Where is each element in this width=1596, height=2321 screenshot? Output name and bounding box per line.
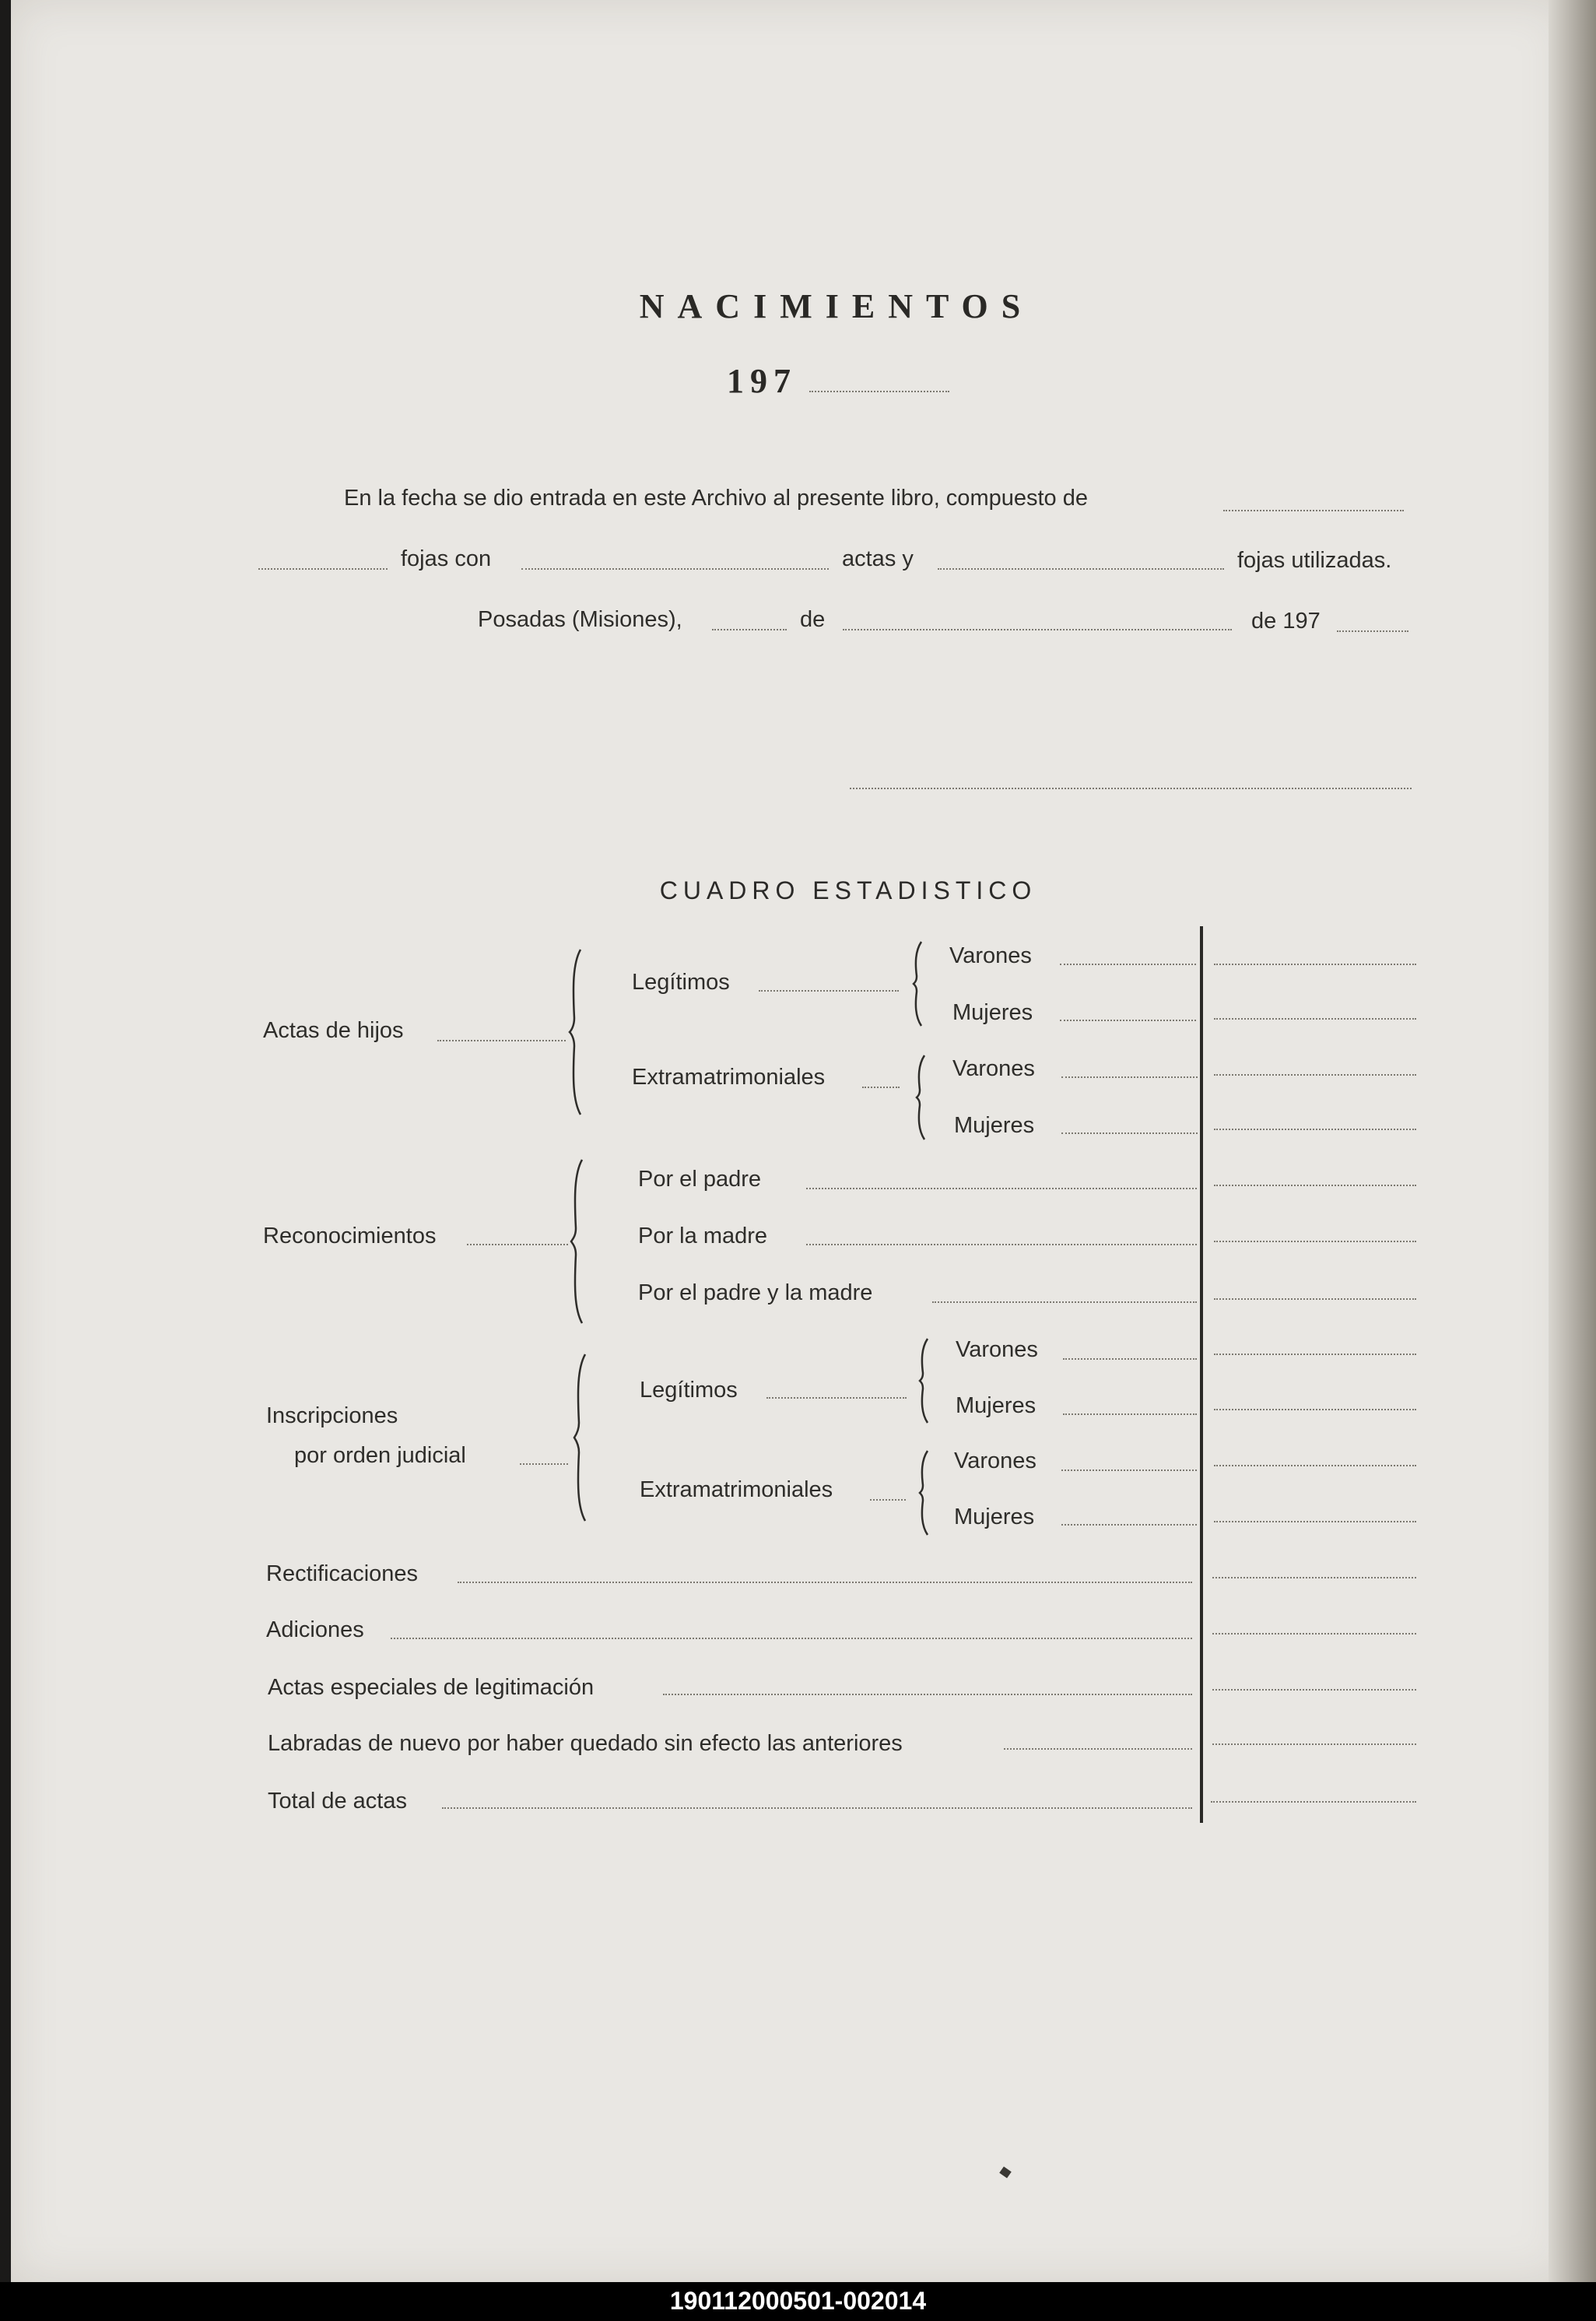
year-blank <box>809 391 949 392</box>
row-value <box>1214 964 1416 965</box>
inscripciones-extra-leader <box>870 1499 906 1501</box>
row-leader <box>1060 1020 1196 1021</box>
fojas-used-blank <box>938 568 1224 570</box>
signature-line <box>850 788 1412 789</box>
row-value <box>1211 1801 1416 1803</box>
row-value <box>1214 1298 1416 1300</box>
row-leader <box>1061 1524 1197 1526</box>
entry-line-1: En la fecha se dio entrada en este Archivo al presente libro, compuesto de <box>344 486 1088 511</box>
actas-hijos-extra-leader <box>862 1087 900 1088</box>
adiciones-label: Adiciones <box>266 1617 364 1642</box>
inscripciones-leg-mujeres: Mujeres <box>956 1393 1037 1418</box>
row-leader <box>1061 1132 1198 1134</box>
inscripciones-legitimos: Legítimos <box>640 1378 738 1403</box>
por-el-padre: Por el padre <box>638 1167 761 1192</box>
row-leader <box>806 1244 1197 1245</box>
actas-y-label: actas y <box>842 546 914 571</box>
labradas-label: Labradas de nuevo por haber quedado sin efecto las anteriores <box>268 1731 903 1756</box>
inscripciones-brace <box>571 1353 591 1522</box>
row-leader <box>806 1188 1197 1189</box>
actas-hijos-leg-mujeres: Mujeres <box>952 1000 1033 1025</box>
year-prefix: 197 <box>727 362 797 400</box>
actas-hijos-extra-varones: Varones <box>952 1056 1035 1081</box>
actas-hijos-label: Actas de hijos <box>263 1018 404 1043</box>
year-end-blank <box>1337 630 1408 632</box>
row-value <box>1214 1129 1416 1130</box>
row-value <box>1214 1465 1416 1466</box>
inscripciones-label-2: por orden judicial <box>294 1443 466 1468</box>
page-edge <box>1549 0 1596 2282</box>
actas-count-blank <box>521 568 829 570</box>
place-label: Posadas (Misiones), <box>478 607 682 632</box>
actas-hijos-legitimos-brace <box>912 940 926 1027</box>
fojas-total-blank <box>1223 510 1404 511</box>
row-leader <box>1063 1413 1197 1415</box>
page-title: NACIMIENTOS <box>639 287 1034 325</box>
total-actas-label: Total de actas <box>268 1789 407 1814</box>
reconocimientos-label: Reconocimientos <box>263 1224 437 1248</box>
row-leader <box>1060 964 1196 965</box>
rectificaciones-label: Rectificaciones <box>266 1561 419 1586</box>
actas-hijos-extra-mujeres: Mujeres <box>954 1113 1035 1138</box>
row-value <box>1212 1577 1416 1578</box>
actas-hijos-brace <box>566 948 587 1116</box>
row-value <box>1214 1521 1416 1522</box>
inscripciones-extra-varones: Varones <box>954 1448 1037 1473</box>
column-separator <box>1200 926 1203 1823</box>
inscripciones-extramatrimoniales: Extramatrimoniales <box>640 1477 833 1502</box>
row-leader <box>932 1301 1197 1303</box>
row-value <box>1212 1633 1416 1635</box>
inscripciones-legitimos-brace <box>918 1337 932 1424</box>
reconocimientos-leader <box>467 1244 568 1245</box>
row-leader <box>458 1582 1192 1583</box>
inscripciones-label-1: Inscripciones <box>266 1403 398 1428</box>
row-leader <box>1061 1076 1198 1078</box>
row-value <box>1214 1074 1416 1076</box>
actas-hijos-legitimos-leader <box>759 990 899 992</box>
actas-hijos-extramatrimoniales: Extramatrimoniales <box>632 1065 826 1090</box>
row-leader <box>663 1694 1192 1695</box>
inscripciones-legitimos-leader <box>766 1397 907 1399</box>
stats-title: CUADRO ESTADISTICO <box>659 876 1037 904</box>
fojas-count-blank <box>258 568 388 570</box>
de-label: de <box>800 607 826 632</box>
day-blank <box>712 629 787 630</box>
por-la-madre: Por la madre <box>638 1224 768 1248</box>
row-value <box>1214 1185 1416 1186</box>
row-leader <box>1061 1469 1197 1471</box>
inscripciones-leader <box>520 1463 568 1465</box>
inscripciones-leg-varones: Varones <box>956 1337 1038 1362</box>
de-year-label: de 197 <box>1251 609 1321 634</box>
row-value <box>1212 1689 1416 1691</box>
row-leader <box>1063 1358 1197 1360</box>
fojas-utilizadas-label: fojas utilizadas. <box>1237 548 1392 573</box>
actas-hijos-leg-varones: Varones <box>949 943 1032 968</box>
fojas-con-label: fojas con <box>401 546 492 571</box>
actas-hijos-leader <box>437 1040 566 1041</box>
row-leader <box>1004 1748 1192 1750</box>
row-leader <box>391 1638 1192 1639</box>
month-blank <box>843 629 1232 630</box>
actas-hijos-legitimos: Legítimos <box>632 970 730 995</box>
document-id: 190112000501-002014 <box>669 2287 927 2315</box>
por-padre-y-madre: Por el padre y la madre <box>638 1280 873 1305</box>
actas-hijos-extra-brace <box>915 1054 929 1141</box>
actas-especiales-label: Actas especiales de legitimación <box>268 1675 595 1700</box>
row-leader <box>442 1807 1192 1809</box>
row-value <box>1214 1241 1416 1242</box>
inscripciones-extra-brace <box>918 1449 932 1536</box>
row-value <box>1214 1018 1416 1020</box>
inscripciones-extra-mujeres: Mujeres <box>954 1505 1035 1529</box>
document-page <box>11 0 1567 2282</box>
row-value <box>1214 1354 1416 1355</box>
reconocimientos-brace <box>568 1158 588 1325</box>
row-value <box>1214 1409 1416 1410</box>
row-value <box>1212 1743 1416 1745</box>
